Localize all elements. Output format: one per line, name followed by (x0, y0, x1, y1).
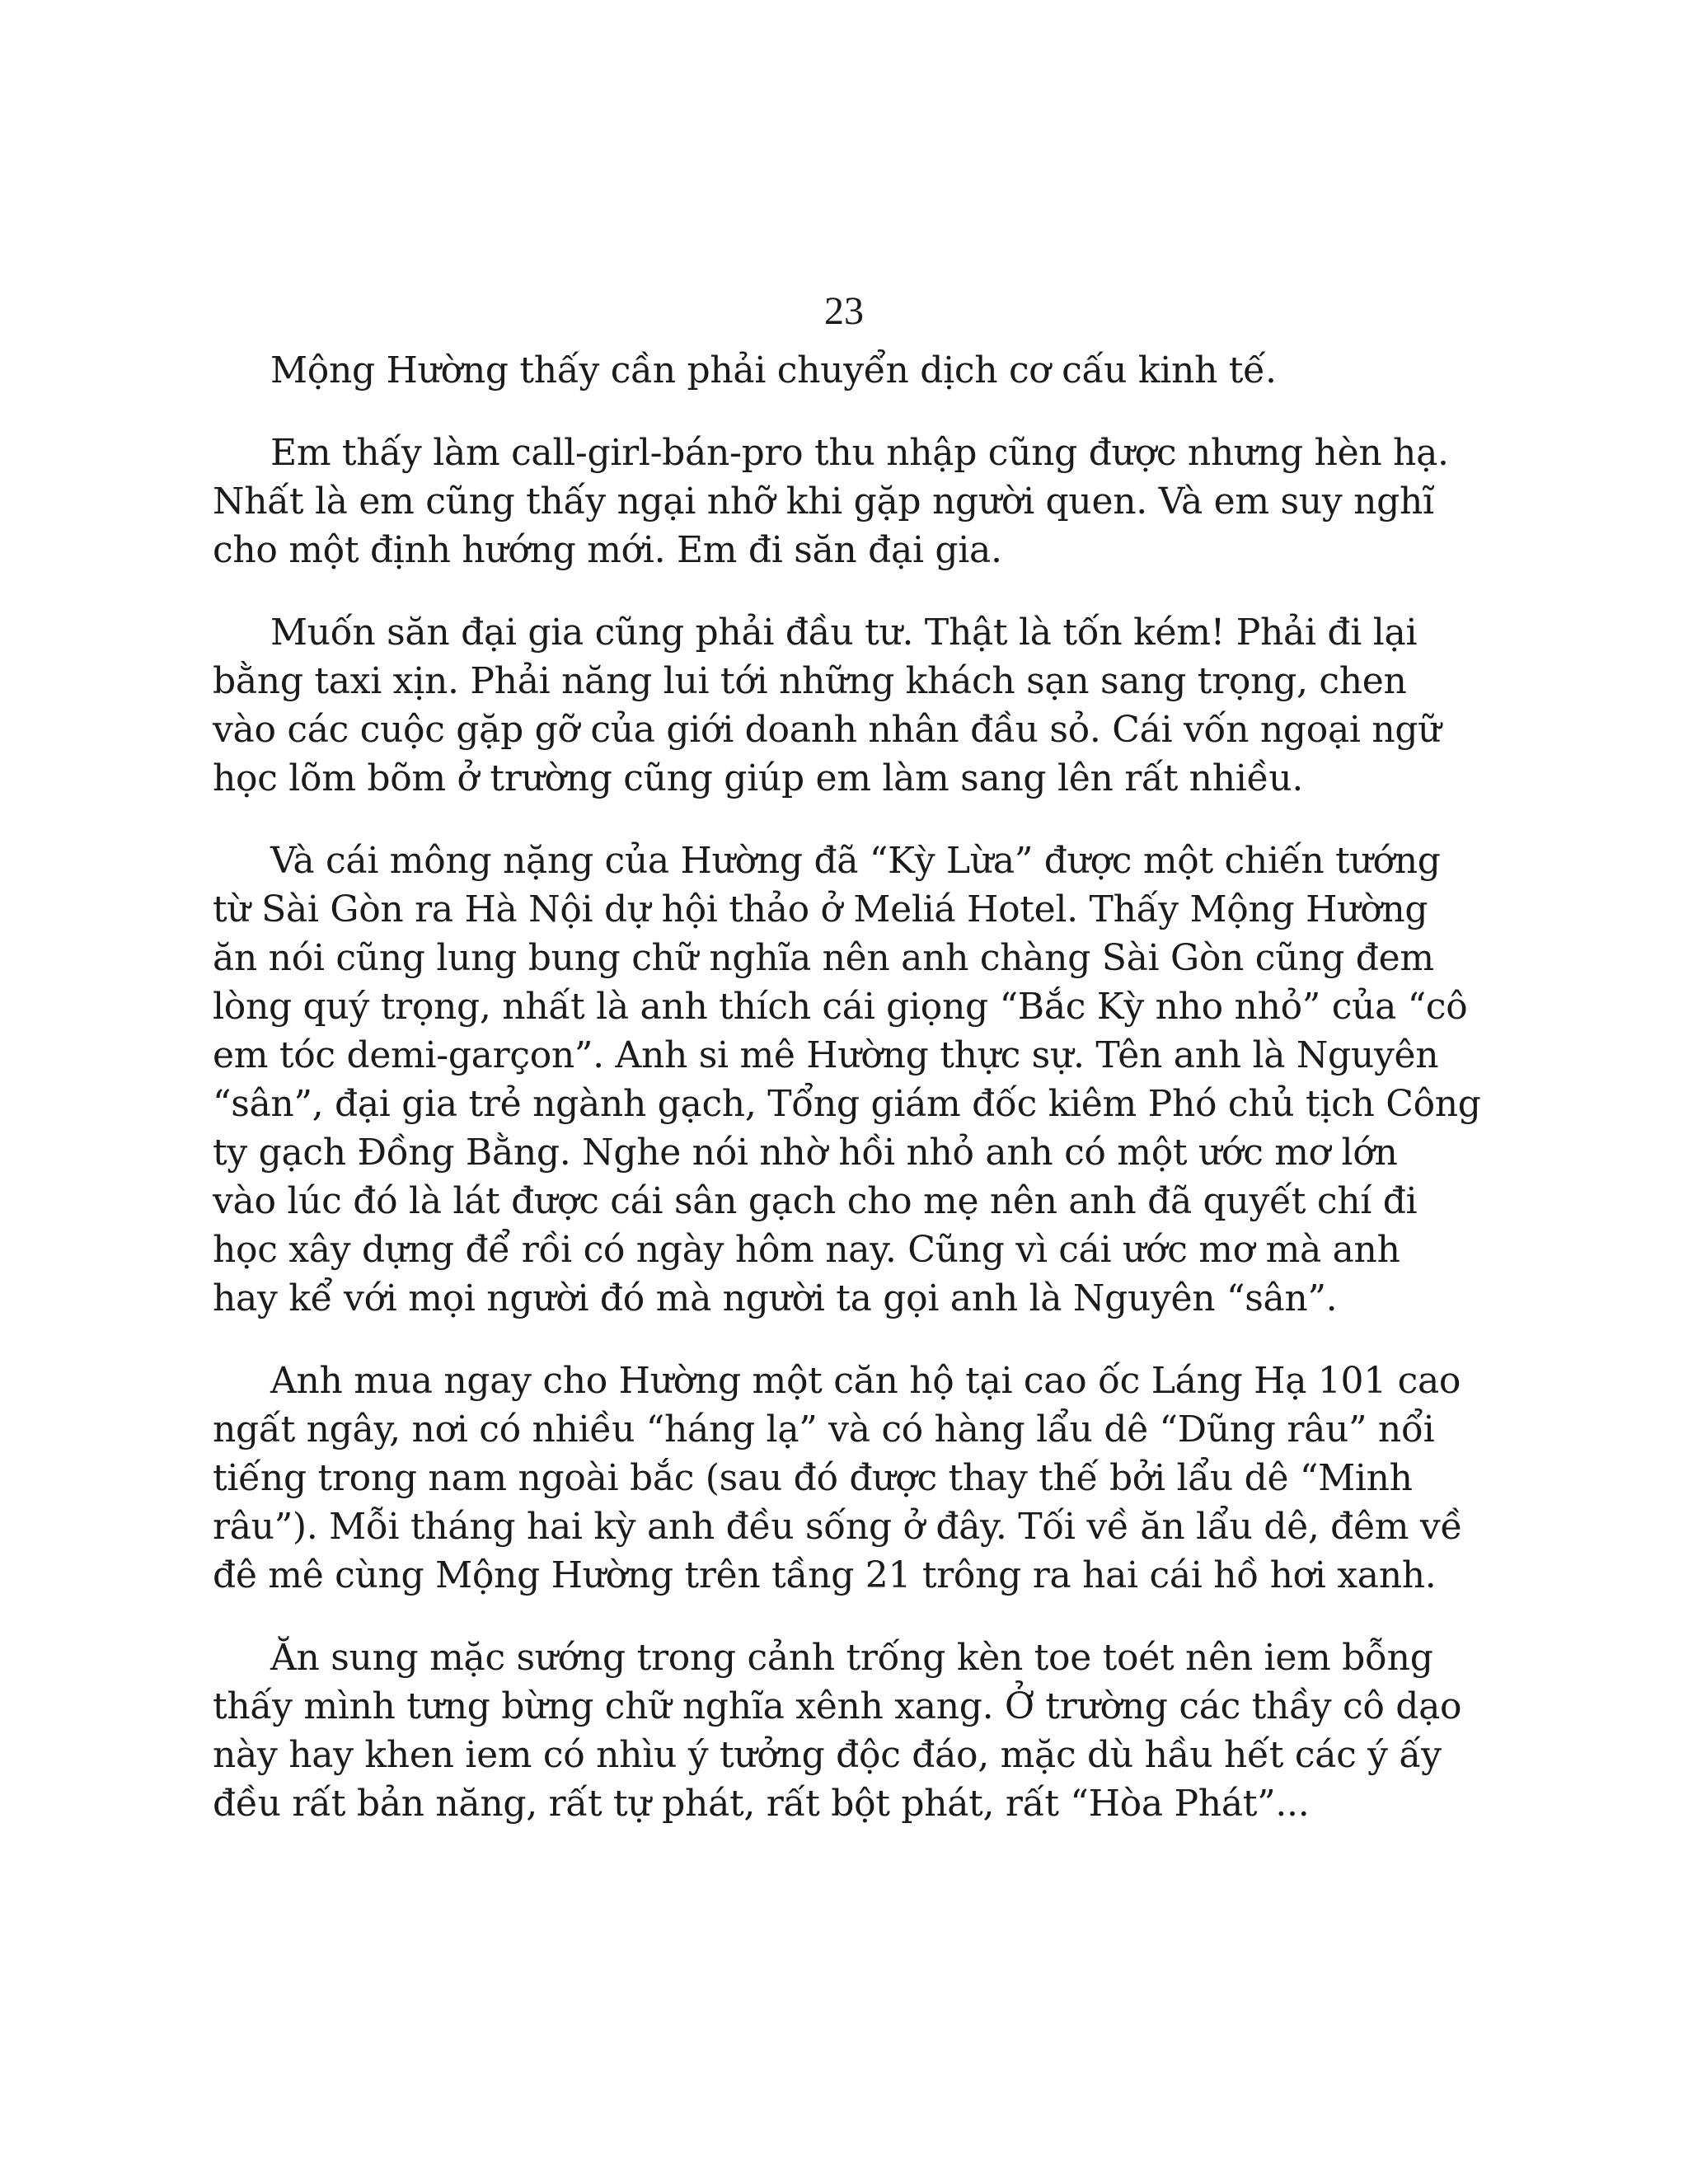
text-line: bằng taxi xịn. Phải năng lui tới những khách sạn sang trọng, chen (213, 660, 1407, 702)
text-line: học lõm bõm ở trường cũng giúp em làm sang lên rất nhiều. (213, 757, 1304, 799)
text-line: ty gạch Đồng Bằng. Nghe nói nhờ hồi nhỏ anh có một ước mơ lớn (213, 1132, 1398, 1174)
paragraph-5 (213, 1357, 1482, 1600)
text-line: thấy mình tưng bừng chữ nghĩa xênh xang. Ở trường các thầy cô dạo (213, 1685, 1462, 1727)
text-line: ngất ngây, nơi có nhiều “háng lạ” và có hàng lẩu dê “Dũng râu” nổi (213, 1408, 1435, 1451)
text-line: em tóc demi-garçon”. Anh si mê Hường thực sự. Tên anh là Nguyên (213, 1034, 1439, 1076)
text-line: này hay khen iem có nhìu ý tưởng độc đáo, mặc dù hầu hết các ý ấy (213, 1734, 1442, 1776)
text-line: đê mê cùng Mộng Hường trên tầng 21 trông ra hai cái hồ hơi xanh. (213, 1554, 1437, 1596)
text-line: học xây dựng để rồi có ngày hôm nay. Cũng vì cái ước mơ mà anh (213, 1229, 1400, 1271)
paragraph-4 (213, 837, 1482, 1323)
text-line: Nhất là em cũng thấy ngại nhỡ khi gặp người quen. Và em suy nghĩ (213, 480, 1434, 523)
text-line: Anh mua ngay cho Hường một căn hộ tại cao ốc Láng Hạ 101 cao (270, 1360, 1461, 1402)
text-line: ăn nói cũng lung bung chữ nghĩa nên anh chàng Sài Gòn cũng đem (213, 937, 1434, 979)
text-line: Ăn sung mặc sướng trong cảnh trống kèn toe toét nên iem bỗng (270, 1637, 1433, 1679)
text-line: hay kể với mọi người đó mà người ta gọi anh là Nguyên “sân”. (213, 1277, 1338, 1319)
text-line: tiếng trong nam ngoài bắc (sau đó được thay thế bởi lẩu dê “Minh (213, 1457, 1413, 1499)
paragraph-2 (213, 429, 1482, 574)
text-line: vào lúc đó là lát được cái sân gạch cho mẹ nên anh đã quyết chí đi (213, 1180, 1418, 1222)
text-line: từ Sài Gòn ra Hà Nội dự hội thảo ở Meliá Hotel. Thấy Mộng Hường (213, 888, 1428, 930)
paragraph-6 (213, 1633, 1482, 1828)
text-line: vào các cuộc gặp gỡ của giới doanh nhân đầu sỏ. Cái vốn ngoại ngữ (213, 709, 1442, 751)
text-line: “sân”, đại gia trẻ ngành gạch, Tổng giám đốc kiêm Phó chủ tịch Công (213, 1083, 1481, 1125)
text-line: lòng quý trọng, nhất là anh thích cái giọng “Bắc Kỳ nho nhỏ” của “cô (213, 986, 1468, 1028)
body-text (213, 346, 1482, 1862)
text-line: Em thấy làm call-girl-bán-pro thu nhập cũng được nhưng hèn hạ. (270, 432, 1449, 474)
paragraph-1 (213, 346, 1482, 395)
text-line: đều rất bản năng, rất tự phát, rất bột phát, rất “Hòa Phát”... (213, 1783, 1310, 1825)
text-line: Mộng Hường thấy cần phải chuyển dịch cơ cấu kinh tế. (270, 349, 1277, 391)
text-line: cho một định hướng mới. Em đi săn đại gia. (213, 529, 1002, 571)
text-line: Muốn săn đại gia cũng phải đầu tư. Thật là tốn kém! Phải đi lại (270, 612, 1418, 654)
text-line: râu”). Mỗi tháng hai kỳ anh đều sống ở đây. Tối về ăn lẩu dê, đêm về (213, 1506, 1463, 1548)
text-line: Và cái mông nặng của Hường đã “Kỳ Lừa” được một chiến tướng (270, 840, 1441, 882)
paragraph-3 (213, 608, 1482, 803)
page-number: 23 (824, 289, 864, 333)
